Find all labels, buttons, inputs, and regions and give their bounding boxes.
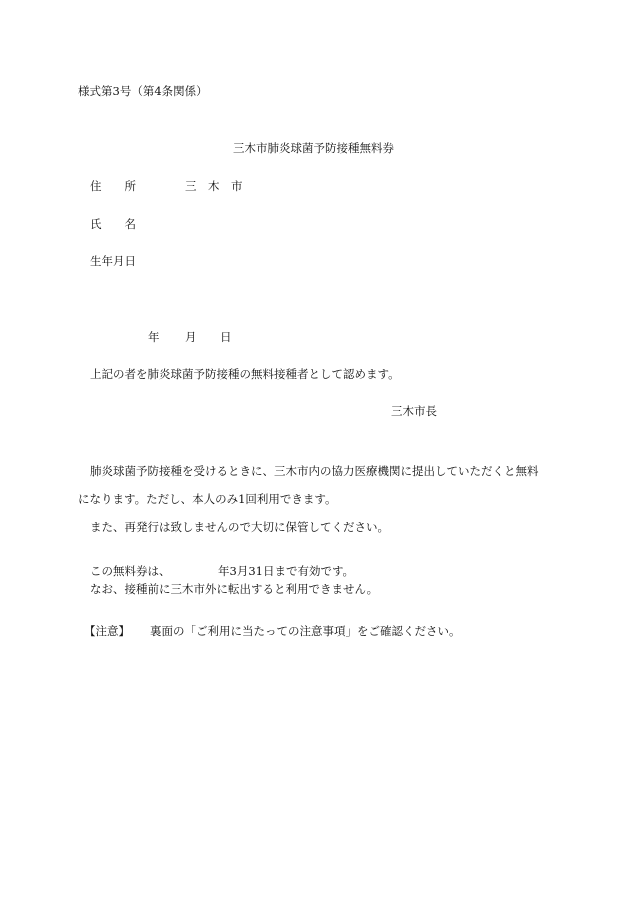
date-month-label: 月 <box>185 330 197 344</box>
validity-suffix: 年3月31日まで有効です。 <box>218 564 355 578</box>
form-number: 様式第3号（第4条関係） <box>78 84 208 98</box>
date-day-label: 日 <box>220 330 232 344</box>
caution-text: 裏面の「ご利用に当たっての注意事項」をご確認ください。 <box>150 624 461 638</box>
validity-prefix: この無料券は、 <box>90 564 171 578</box>
issuer-name: 三木市長 <box>391 404 437 418</box>
address-label: 住 所 <box>90 179 136 193</box>
address-value: 三 木 市 <box>185 179 243 193</box>
transfer-note: なお、接種前に三木市外に転出すると利用できません。 <box>90 582 379 596</box>
date-year-label: 年 <box>148 330 160 344</box>
note-line-3: また、再発行は致しませんので大切に保管してください。 <box>90 520 389 534</box>
certification-text: 上記の者を肺炎球菌予防接種の無料接種者として認めます。 <box>90 367 400 381</box>
birthdate-label: 生年月日 <box>90 254 136 268</box>
document-title: 三木市肺炎球菌予防接種無料券 <box>233 141 394 155</box>
note-line-1: 肺炎球菌予防接種を受けるときに、三木市内の協力医療機関に提出していただくと無料 <box>90 464 539 478</box>
caution-label: 【注意】 <box>84 624 130 638</box>
note-line-2: になります。ただし、本人のみ1回利用できます。 <box>78 492 337 506</box>
name-label: 氏 名 <box>90 217 136 231</box>
